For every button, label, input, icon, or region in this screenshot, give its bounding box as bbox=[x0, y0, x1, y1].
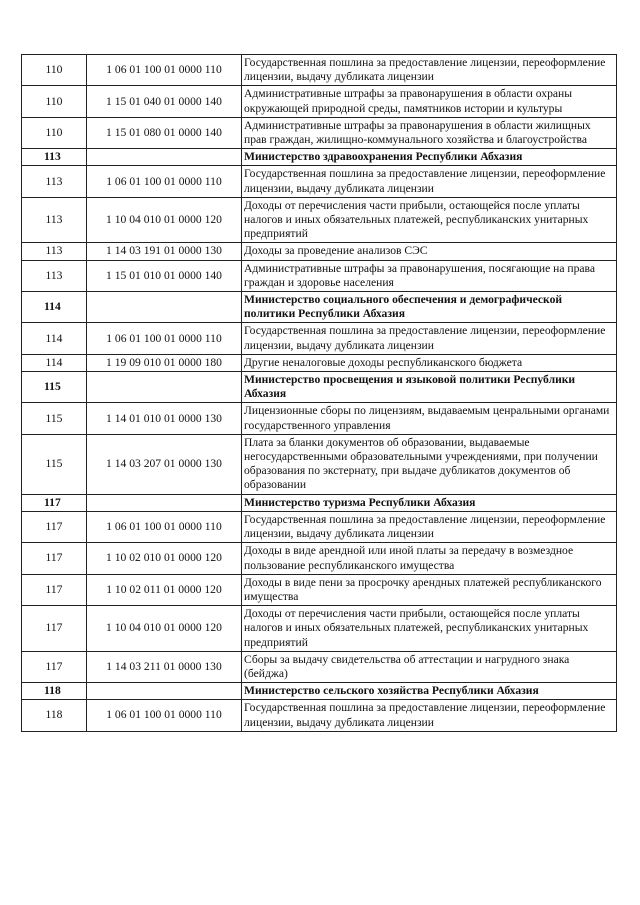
revenue-code-cell: 1 10 02 010 01 0000 120 bbox=[87, 543, 242, 574]
table-body bbox=[22, 55, 617, 732]
table-row bbox=[22, 434, 617, 494]
table-row bbox=[22, 606, 617, 652]
ministry-name-cell: Министерство туризма Республики Абхазия bbox=[242, 494, 617, 511]
revenue-description-cell: Государственная пошлина за предоставление лицензии, переоформление лицензии, выдачу дубликата лицензии bbox=[242, 511, 617, 542]
revenue-code-cell bbox=[87, 494, 242, 511]
revenue-code-cell: 1 15 01 010 01 0000 140 bbox=[87, 260, 242, 291]
revenue-code-cell: 1 06 01 100 01 0000 110 bbox=[87, 700, 242, 731]
revenue-code-cell: 1 10 04 010 01 0000 120 bbox=[87, 197, 242, 243]
revenue-code-cell: 1 15 01 080 01 0000 140 bbox=[87, 117, 242, 148]
revenue-code-cell: 1 19 09 010 01 0000 180 bbox=[87, 354, 242, 371]
revenue-description-cell: Государственная пошлина за предоставление лицензии, переоформление лицензии, выдачу дубликата лицензии bbox=[242, 166, 617, 197]
admin-code-cell: 117 bbox=[22, 574, 87, 605]
admin-code-cell: 117 bbox=[22, 494, 87, 511]
table-row bbox=[22, 117, 617, 148]
revenue-code-cell: 1 14 03 207 01 0000 130 bbox=[87, 434, 242, 494]
admin-code-cell: 118 bbox=[22, 683, 87, 700]
table-row bbox=[22, 166, 617, 197]
revenue-description-cell: Доходы в виде арендной или иной платы за передачу в возмездное пользование республиканского имущества bbox=[242, 543, 617, 574]
revenue-description-cell: Доходы от перечисления части прибыли, остающейся после уплаты налогов и иных обязательных платежей, республиканских унитарных предприятий bbox=[242, 197, 617, 243]
admin-code-cell: 114 bbox=[22, 292, 87, 323]
revenue-code-cell: 1 06 01 100 01 0000 110 bbox=[87, 166, 242, 197]
revenue-code-cell: 1 14 03 191 01 0000 130 bbox=[87, 243, 242, 260]
revenue-codes-table bbox=[21, 54, 617, 732]
revenue-description-cell: Административные штрафы за правонарушения в области жилищных прав граждан, жилищно-коммунального хозяйства и благоустройства bbox=[242, 117, 617, 148]
revenue-description-cell: Доходы от перечисления части прибыли, остающейся после уплаты налогов и иных обязательных платежей, республиканских унитарных предприятий bbox=[242, 606, 617, 652]
revenue-code-cell: 1 10 04 010 01 0000 120 bbox=[87, 606, 242, 652]
ministry-header-row bbox=[22, 149, 617, 166]
admin-code-cell: 113 bbox=[22, 197, 87, 243]
table-row bbox=[22, 243, 617, 260]
revenue-code-cell: 1 14 01 010 01 0000 130 bbox=[87, 403, 242, 434]
table-row bbox=[22, 700, 617, 731]
admin-code-cell: 117 bbox=[22, 511, 87, 542]
table-row bbox=[22, 403, 617, 434]
table-row bbox=[22, 543, 617, 574]
admin-code-cell: 115 bbox=[22, 403, 87, 434]
table-row bbox=[22, 511, 617, 542]
revenue-description-cell: Государственная пошлина за предоставление лицензии, переоформление лицензии, выдачу дубликата лицензии bbox=[242, 323, 617, 354]
ministry-name-cell: Министерство просвещения и языковой политики Республики Абхазия bbox=[242, 372, 617, 403]
revenue-code-cell: 1 06 01 100 01 0000 110 bbox=[87, 55, 242, 86]
admin-code-cell: 113 bbox=[22, 243, 87, 260]
revenue-code-cell: 1 15 01 040 01 0000 140 bbox=[87, 86, 242, 117]
revenue-description-cell: Государственная пошлина за предоставление лицензии, переоформление лицензии, выдачу дубликата лицензии bbox=[242, 700, 617, 731]
admin-code-cell: 113 bbox=[22, 166, 87, 197]
ministry-header-row bbox=[22, 292, 617, 323]
admin-code-cell: 115 bbox=[22, 434, 87, 494]
revenue-code-cell: 1 10 02 011 01 0000 120 bbox=[87, 574, 242, 605]
ministry-header-row bbox=[22, 372, 617, 403]
revenue-description-cell: Административные штрафы за правонарушения в области охраны окружающей природной среды, памятников истории и культуры bbox=[242, 86, 617, 117]
revenue-description-cell: Сборы за выдачу свидетельства об аттестации и нагрудного знака (бейджа) bbox=[242, 651, 617, 682]
admin-code-cell: 113 bbox=[22, 260, 87, 291]
revenue-code-cell bbox=[87, 372, 242, 403]
ministry-header-row bbox=[22, 683, 617, 700]
admin-code-cell: 110 bbox=[22, 86, 87, 117]
revenue-description-cell: Государственная пошлина за предоставление лицензии, переоформление лицензии, выдачу дубликата лицензии bbox=[242, 55, 617, 86]
table-row bbox=[22, 651, 617, 682]
revenue-description-cell: Другие неналоговые доходы республиканского бюджета bbox=[242, 354, 617, 371]
revenue-code-cell bbox=[87, 292, 242, 323]
revenue-code-cell: 1 14 03 211 01 0000 130 bbox=[87, 651, 242, 682]
revenue-description-cell: Доходы за проведение анализов СЭС bbox=[242, 243, 617, 260]
table-row bbox=[22, 323, 617, 354]
table-row bbox=[22, 260, 617, 291]
revenue-description-cell: Доходы в виде пени за просрочку арендных платежей республиканского имущества bbox=[242, 574, 617, 605]
ministry-header-row bbox=[22, 494, 617, 511]
revenue-description-cell: Административные штрафы за правонарушения, посягающие на права граждан и здоровье населения bbox=[242, 260, 617, 291]
admin-code-cell: 110 bbox=[22, 55, 87, 86]
admin-code-cell: 114 bbox=[22, 354, 87, 371]
table-row bbox=[22, 354, 617, 371]
revenue-code-cell bbox=[87, 149, 242, 166]
revenue-description-cell: Лицензионные сборы по лицензиям, выдаваемым ценральными органами государственного управления bbox=[242, 403, 617, 434]
admin-code-cell: 117 bbox=[22, 651, 87, 682]
admin-code-cell: 114 bbox=[22, 323, 87, 354]
table-row bbox=[22, 86, 617, 117]
revenue-code-cell: 1 06 01 100 01 0000 110 bbox=[87, 323, 242, 354]
table-row bbox=[22, 55, 617, 86]
ministry-name-cell: Министерство социального обеспечения и демографической политики Республики Абхазия bbox=[242, 292, 617, 323]
ministry-name-cell: Министерство сельского хозяйства Республики Абхазия bbox=[242, 683, 617, 700]
admin-code-cell: 118 bbox=[22, 700, 87, 731]
revenue-code-cell bbox=[87, 683, 242, 700]
admin-code-cell: 110 bbox=[22, 117, 87, 148]
revenue-description-cell: Плата за бланки документов об образовании, выдаваемые негосударственными образовательными учреждениями, при получении образования по экстернату, при выдаче дубликатов документов об образовании bbox=[242, 434, 617, 494]
admin-code-cell: 117 bbox=[22, 606, 87, 652]
ministry-name-cell: Министерство здравоохранения Республики Абхазия bbox=[242, 149, 617, 166]
table-row bbox=[22, 197, 617, 243]
table-row bbox=[22, 574, 617, 605]
admin-code-cell: 113 bbox=[22, 149, 87, 166]
admin-code-cell: 115 bbox=[22, 372, 87, 403]
revenue-code-cell: 1 06 01 100 01 0000 110 bbox=[87, 511, 242, 542]
admin-code-cell: 117 bbox=[22, 543, 87, 574]
